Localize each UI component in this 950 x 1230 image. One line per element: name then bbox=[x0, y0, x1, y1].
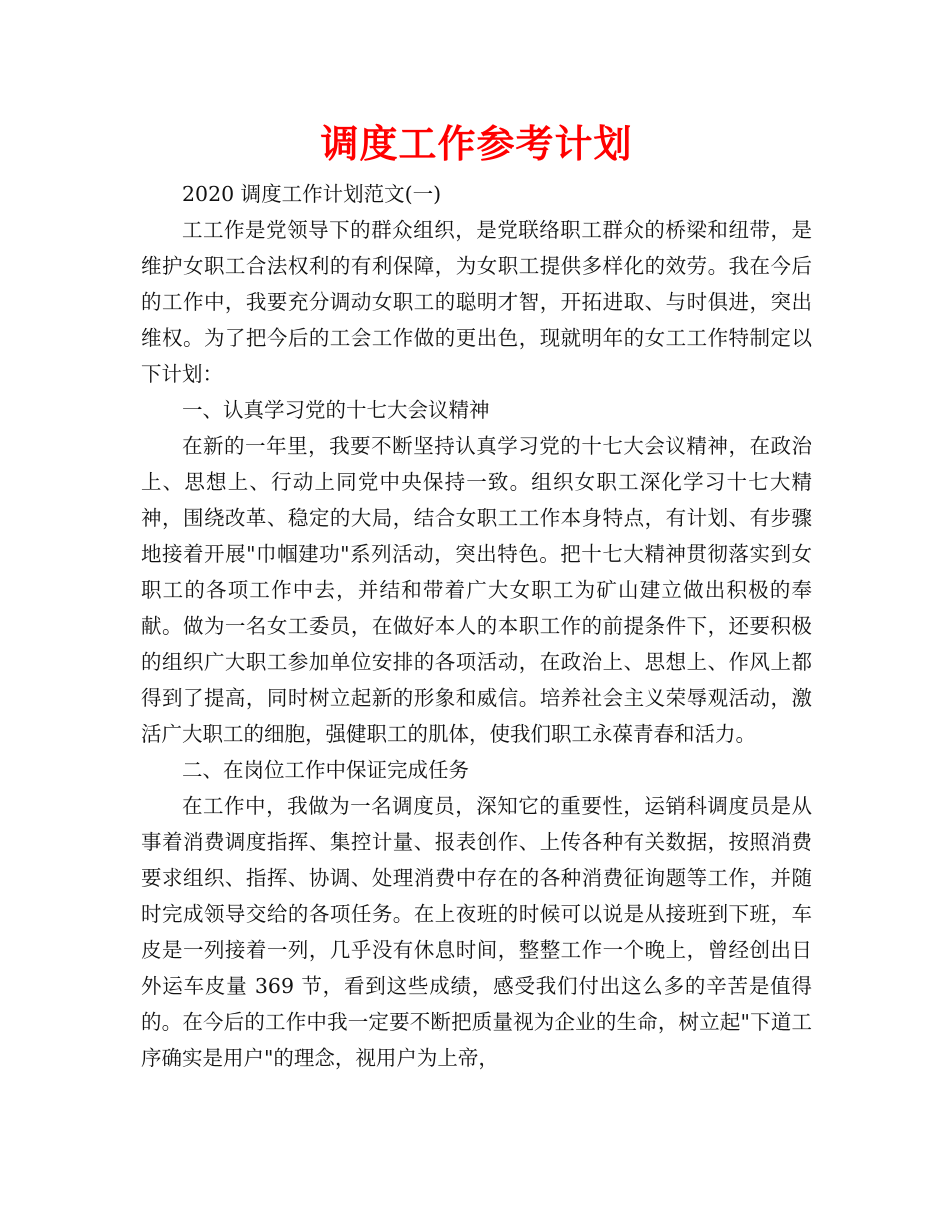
paragraph-intro: 工工作是党领导下的群众组织，是党联络职工群众的桥梁和纽带，是维护女职工合法权利的有利保障，为女职工提供多样化的效劳。我在今后的工作中，我要充分调动女职工的聪明才智，开拓进取、与时俱进，突出维权。为了把今后的工会工作做的更出色，现就明年的女工工作特制定以下计划： bbox=[141, 218, 812, 386]
document-body bbox=[141, 176, 812, 1076]
document-title: 调度工作参考计划 bbox=[320, 122, 633, 166]
document-subtitle: 2020 调度工作计划范文(一) bbox=[182, 182, 442, 206]
paragraph-section-2: 在工作中，我做为一名调度员，深知它的重要性，运销科调度员是从事着消费调度指挥、集控计量、报表创作、上传各种有关数据，按照消费要求组织、指挥、协调、处理消费中存在的各种消费征询题等工作，并随时完成领导交给的各项任务。在上夜班的时候可以说是从接班到下班，车皮是一列接着一列，几乎没有休息时间，整整工作一个晚上，曾经创出日外运车皮量 369 节，看到这些成绩，感受我们付出这么多的辛苦是值得的。在今后的工作中我一定要不断把质量视为企业的生命，树立起"下道工序确实是用户"的理念，视用户为上帝， bbox=[141, 794, 812, 1070]
paragraph-section-1: 在新的一年里，我要不断坚持认真学习党的十七大会议精神，在政治上、思想上、行动上同党中央保持一致。组织女职工深化学习十七大精神，围绕改革、稳定的大局，结合女职工工作本身特点，有计划、有步骤地接着开展"巾帼建功"系列活动，突出特色。把十七大精神贯彻落实到女职工的各项工作中去，并结和带着广大女职工为矿山建立做出积极的奉献。做为一名女工委员，在做好本人的本职工作的前提条件下，还要积极的组织广大职工参加单位安排的各项活动，在政治上、思想上、作风上都得到了提高，同时树立起新的形象和威信。培养社会主义荣辱观活动，激活广大职工的细胞，强健职工的肌体，使我们职工永葆青春和活力。 bbox=[141, 434, 812, 746]
section-heading-2: 二、在岗位工作中保证完成任务 bbox=[182, 758, 469, 782]
section-heading-1: 一、认真学习党的十七大会议精神 bbox=[182, 398, 490, 422]
